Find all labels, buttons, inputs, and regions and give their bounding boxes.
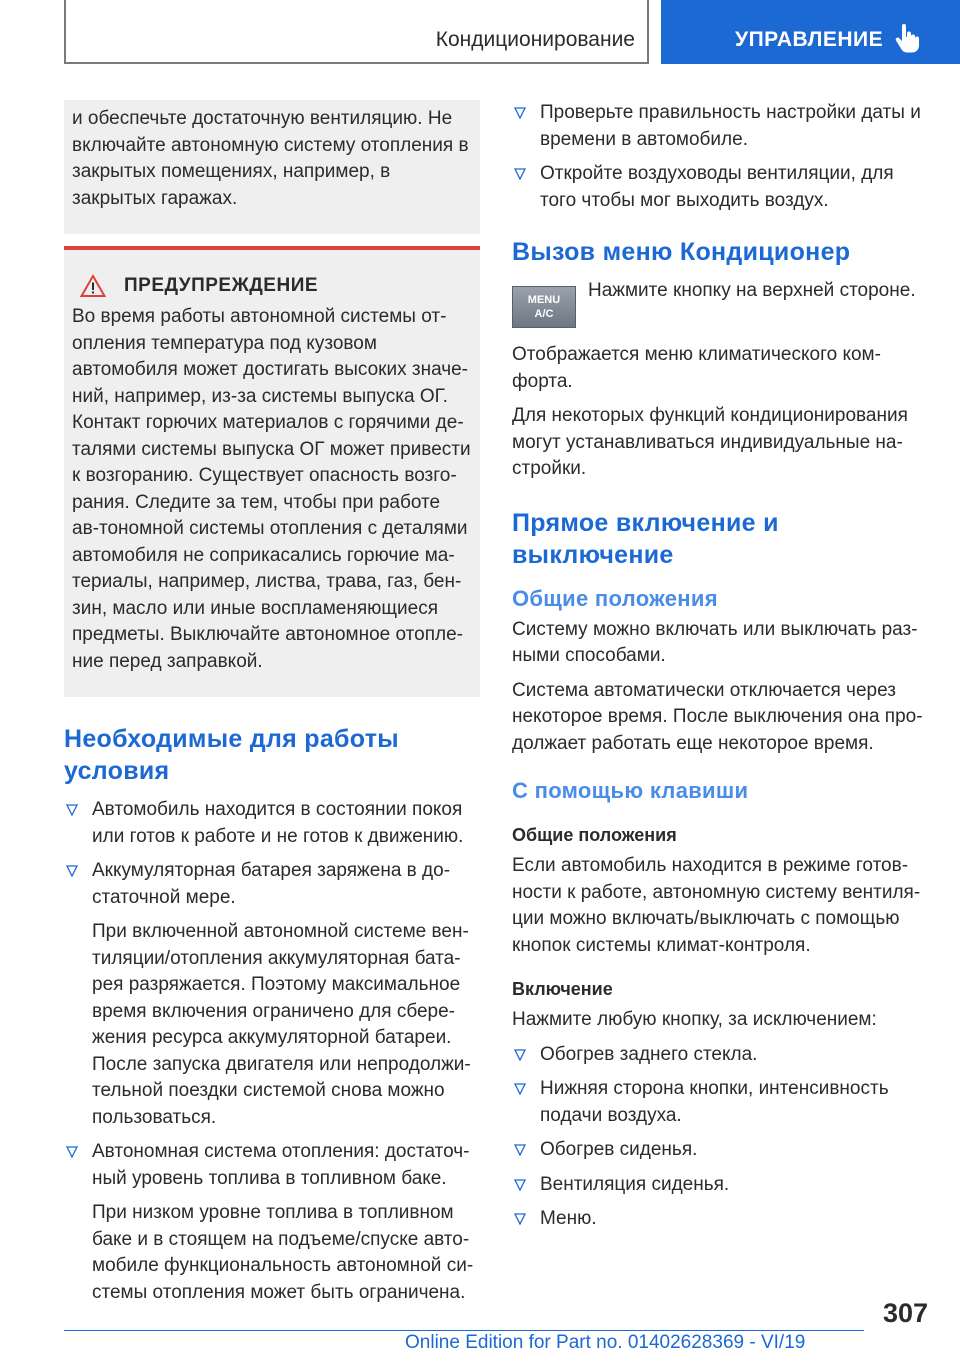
list-item: [64, 797, 480, 850]
chapter-title: УПРАВЛЕНИЕ: [735, 28, 884, 51]
triangle-bullet-icon: [514, 1083, 526, 1095]
warning-box: [64, 246, 480, 697]
warning-triangle-icon: [80, 274, 106, 298]
hand-pointer-icon: [893, 24, 921, 54]
warning-title: ПРЕДУПРЕЖДЕНИЕ: [124, 275, 319, 296]
triangle-bullet-icon: [514, 1049, 526, 1061]
intro-box: [64, 100, 480, 234]
triangle-bullet-icon: [514, 1213, 526, 1225]
list-item: [512, 1076, 928, 1129]
triangle-bullet-icon: [514, 1144, 526, 1156]
triangle-bullet-icon: [66, 865, 78, 877]
warning-text: Во время работы автономной системы от-опления температура под кузовом автомобиля может достигать высоких значе-ний, например, из-за системы выпуска ОГ. Контакт горючих материалов с горячими де-талями системы выпуска ОГ может привести к возгоранию. Существует опасность возго-рания. Следите за тем, чтобы при работе ав-тономной системы отопления с деталями автомобиля не соприкасались горючие ма-териалы, например, листва, трава, газ, бен-зин, масло или иные воспламеняющиеся предметы. Выключайте автономное отопле-ние перед заправкой.: [72, 306, 471, 672]
triangle-bullet-icon: [66, 804, 78, 816]
condition-text: Автономная система отопления: достаточ-ный уровень топлива в топливном баке.: [92, 1141, 470, 1189]
prep-text: Откройте воздуховоды вентиляции, для того чтобы мог выходить воздух.: [540, 163, 894, 211]
exceptions-list: [512, 1042, 928, 1233]
condition-text: Автомобиль находится в состоянии покоя или готов к работе и не готов к движению.: [92, 799, 464, 847]
header-chapter-tab[interactable]: [661, 0, 960, 64]
conditions-list: [64, 797, 480, 1306]
menu-button-label: MENU: [527, 294, 561, 306]
ac-button-label: A/C: [534, 308, 554, 320]
key-paragraph-1: Если автомобиль находится в режиме готов-ности к работе, автономную систему вентиля-ции можно включать/выключать с помощью кнопок системы климат-контроля.: [512, 855, 921, 956]
menu-heading: Вызов меню Кондиционер: [512, 238, 851, 266]
conditions-heading: Необходимые для работы условия: [64, 725, 399, 785]
left-column: [64, 100, 480, 1314]
triangle-bullet-icon: [514, 107, 526, 119]
menu-ac-button[interactable]: [512, 286, 576, 328]
prep-list: [512, 100, 928, 214]
exception-text: Меню.: [540, 1208, 597, 1229]
key-subheading-on: Включение: [512, 979, 613, 999]
exception-text: Обогрев заднего стекла.: [540, 1043, 758, 1065]
header-section-title: [64, 0, 649, 64]
list-item: [512, 1042, 928, 1069]
triangle-bullet-icon: [66, 1146, 78, 1158]
general-heading: Общие положения: [512, 585, 718, 611]
list-item: [512, 1206, 928, 1233]
general-paragraph-1: Систему можно включать или выключать раз-ными способами.: [512, 618, 918, 666]
condition-subtext: При низком уровне топлива в топливном баке и в стоящем на подъеме/спуске авто-мобиле функциональность автономной си-стемы отопления может быть ограничена.: [92, 1202, 474, 1303]
footer-edition: Online Edition for Part no. 01402628369 - VI/19: [405, 1332, 806, 1353]
exception-text: Обогрев сиденья.: [540, 1139, 698, 1160]
general-paragraph-2: Система автоматически отключается через некоторое время. После выключения она про-должает работать еще некоторое время.: [512, 679, 923, 754]
list-item: [64, 858, 480, 1131]
page-number: 307: [882, 1298, 928, 1328]
menu-paragraph-2: Для некоторых функций кондиционирования могут устанавливаться индивидуальные на-стройки.: [512, 405, 908, 479]
section-title: Кондиционирование: [435, 28, 635, 51]
right-column: [512, 100, 928, 1241]
list-item: [512, 161, 928, 214]
exception-text: Вентиляция сиденья.: [540, 1173, 730, 1195]
prep-text: Проверьте правильность настройки даты и времени в автомобиле.: [540, 102, 921, 150]
list-item: [512, 100, 928, 153]
list-item: [512, 1137, 928, 1164]
warning-header: [72, 274, 472, 298]
menu-instruction: [512, 278, 928, 328]
exception-text: Нижняя сторона кнопки, интенсивность подачи воздуха.: [540, 1078, 889, 1126]
key-paragraph-2: Нажмите любую кнопку, за исключением:: [512, 1009, 877, 1030]
condition-subtext: При включенной автономной системе вен-тиляции/отопления аккумуляторная бата-рея разряжается. Поэтому максимальное время включения ограничено для сбере-жения ресурса аккумуляторной батареи. После запуска двигателя или непродолжи-тельной поездки системой снова можно пользоваться.: [92, 921, 471, 1128]
menu-paragraph-1: Отображается меню климатического ком-форта.: [512, 344, 881, 392]
list-item: [512, 1172, 928, 1199]
key-heading: С помощью клавиши: [512, 778, 749, 803]
footer-divider: [64, 1330, 864, 1331]
intro-text: и обеспечьте достаточную вентиляцию. Не включайте автономную систему отопления в закрытых помещениях, например, в закрытых гаражах.: [72, 108, 469, 209]
condition-text: Аккумуляторная батарея заряжена в до-статочной мере.: [92, 860, 451, 908]
triangle-bullet-icon: [514, 1179, 526, 1191]
direct-heading: Прямое включение и выключение: [512, 508, 779, 569]
triangle-bullet-icon: [514, 168, 526, 180]
key-subheading-general: Общие положения: [512, 825, 677, 845]
menu-text: Нажмите кнопку на верхней стороне.: [588, 280, 916, 301]
list-item: [64, 1139, 480, 1306]
